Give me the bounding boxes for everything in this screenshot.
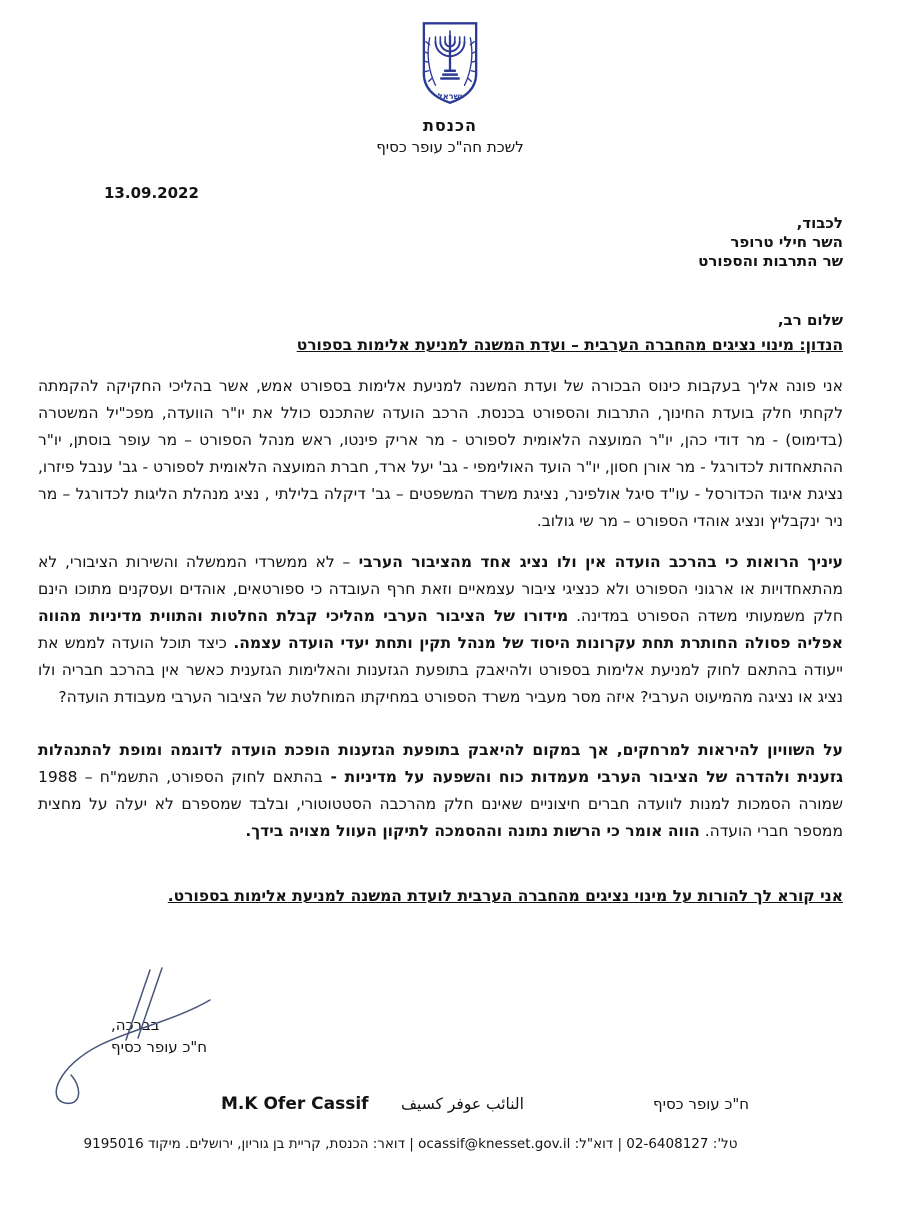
body-paragraph-3 (38, 737, 843, 845)
paragraph-3-segment: על השוויון להיראות למרחקים, אך במקום להיאבק בתופעת הגזענות הופכת הועדה לדוגמה ומופת להתנהלות גזענית ולהדרה של הציבור הערבי מעמדות כוח והשפעה על מדיניות - (38, 741, 843, 786)
subject-line: הנדון: מינוי נציגים מהחברה הערבית – ועדת המשנה למניעת אלימות בספורט (296, 336, 843, 354)
paragraph-2-segment: – לא ממשרדי הממשלה והשירות הציבורי, לא מהתאחדויות או ארגוני הספורט ולא כנציגי ציבור עצמאיים וזאת חרף העובדה כי ספורטאים, אוהדים ועסקנים מתוכו הינם חלק משמעותי משדה הספורט במדינה. (38, 553, 843, 625)
body-paragraph-1: אני פונה אליך בעקבות כינוס הבכורה של ועדת המשנה למניעת אלימות בספורט אמש, אשר בהליכי החקיקה להקמתה לקחתי חלק בועדת החינוך, התרבות והספורט בכנסת. הרכב הועדה שהתכנס כולל את יו"ר הוועדה, מפכ"יל המשטרה (בדימוס) - מר דודי כהן, יו"ר המועצה הלאומית לספורט - מר אריק פינטו, ראש מנהל הספורט – מר עופר בוסתן, יו"ר ההתאחדות לכדורגל - מר אורן חסון, יו"ר הועד האולימפי - גב' יעל ארד, חברת המועצה הלאומית לספורט - גב' ענבל פיזרו, נציגת איגוד הכדורסל - עו"ד סיגל אולפינר, נציגת משרד המשפטים – גב' דיקלה בלילתי , נציג מנהלת הליגות לכדורגל – מר ניר ינקבליץ ונציג אוהדי הספורט – מר שי גולוב. (38, 377, 843, 530)
closing-block (38, 1014, 843, 1060)
recipient-block (38, 214, 843, 271)
closing-regards: בברכה, (111, 1016, 160, 1034)
contact-info: טל': 02-6408127 | דוא"ל: ocassif@knesset.gov.il | דואר: הכנסת, קריית בן גוריון, ירושלים. מיקוד 9195016 (83, 1136, 738, 1152)
recipient-salutation: לכבוד, (796, 214, 843, 232)
recipient-name: השר חילי טרופר (730, 233, 843, 251)
signer-name-hebrew: ח"כ עופר כסיף (653, 1095, 750, 1113)
israel-state-emblem-icon (419, 20, 481, 106)
office-name: לשכת חה"כ עופר כסיף (376, 138, 524, 156)
recipient-title: שר התרבות והספורט (698, 252, 843, 270)
footer-names-row (38, 1094, 843, 1120)
body-paragraph-2 (38, 549, 843, 711)
org-name: הכנסת (422, 116, 478, 135)
paragraph-2-segment: עיניך הרואות כי בהרכב הועדה אין ולו נציג אחד מהציבור הערבי (350, 553, 843, 571)
paragraph-3-segment: הווה אומר כי הרשות נתונה וההסמכה לתיקון העוול מצויה בידך. (245, 822, 700, 840)
letterhead (0, 0, 900, 156)
letter-body (38, 184, 843, 1152)
greeting: שלום רב, (777, 311, 843, 329)
paragraph-2-segment: כיצד תוכל הועדה לממש את ייעודה בהתאם לחוק למניעת אלימות בספורט ולהיאבק בתופעת הגזענות והאלימות הגזענית כאשר אין בהרכב חבריה ולו נציג או נציגה מהמיעוט הערבי? איזה מסר מעביר משרד הספורט במחיקתו המוחלטת של הציבור הערבי מעבודת הועדה? (38, 634, 843, 706)
closing-signer: ח"כ עופר כסיף (111, 1038, 208, 1056)
signer-name-arabic: النائب عوفر كسيف (401, 1095, 524, 1113)
letter-date: 13.09.2022 (104, 184, 199, 202)
paragraph-3-segment: בהתאם לחוק הספורט, התשמ"ח – 1988 שמורה הסמכות למנות לוועדה חברים חיצוניים שאינם חלק מהרכבה הסטטוטורי, ובלבד שמספרם לא יעלה על מחצית ממספר חברי הועדה. (38, 768, 843, 840)
paragraph-2-segment: מידורו של הציבור הערבי מהליכי קבלת החלטות והתווית מדיניות מהווה אפליה פסולה החותרת תחת עקרונות היסוד של מנהל תקין ותחת יעדי הועדה עצמה. (38, 607, 843, 652)
signer-name-english: M.K Ofer Cassif (221, 1094, 369, 1114)
emblem-caption: ישראל (437, 90, 463, 101)
call-to-action: אני קורא לך להורות על מינוי נציגים מהחברה הערבית לועדת המשנה למניעת אלימות בספורט. (167, 887, 843, 905)
